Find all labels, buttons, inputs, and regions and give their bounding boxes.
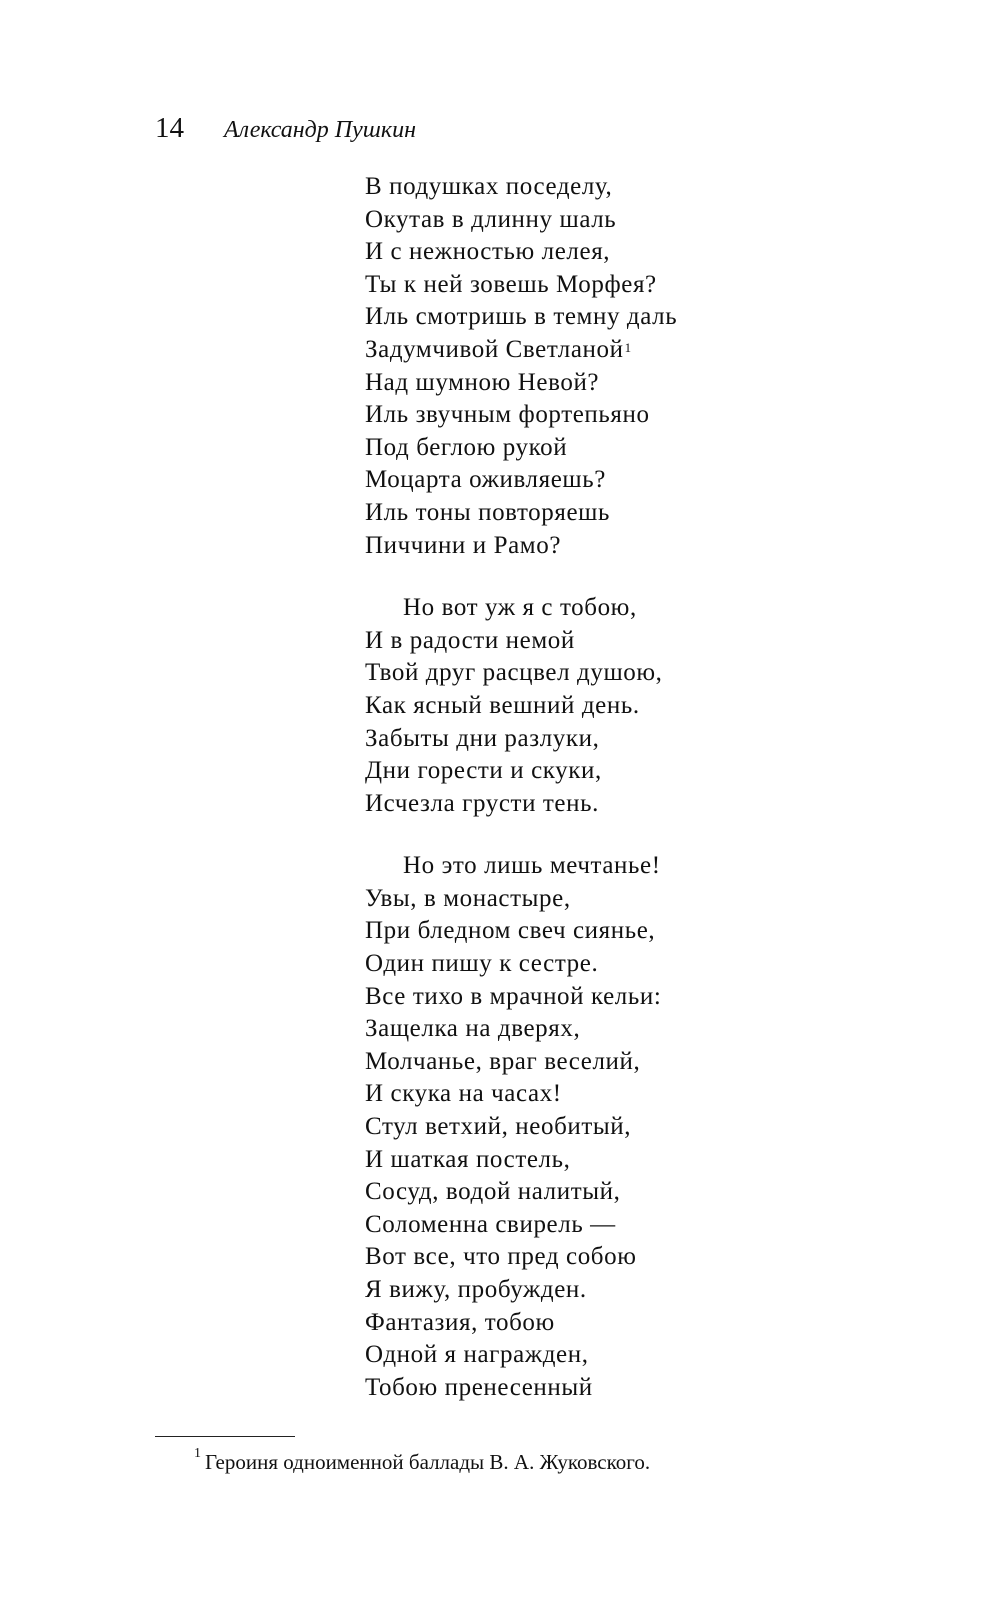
poem-line: Над шумною Невой?	[365, 368, 600, 396]
page-number: 14	[155, 112, 184, 144]
poem-line: Окутав в длинну шаль	[365, 205, 617, 233]
poem-line: Ты к ней зовешь Морфея?	[365, 270, 657, 298]
footnote-reference: 1	[624, 339, 632, 355]
poem-line: Вот все, что пред собою	[365, 1243, 637, 1271]
poem-line: Соломенна свирель —	[365, 1210, 616, 1238]
footnote-text: Героиня одноименной баллады В. А. Жуковского.	[205, 1450, 651, 1474]
poem-line: Но это лишь мечтанье!	[403, 852, 661, 880]
poem-line: И в радости немой	[365, 626, 575, 654]
running-header	[155, 112, 416, 145]
poem-line: И скука на часах!	[365, 1080, 562, 1108]
poem-line: И шаткая постель,	[365, 1145, 571, 1173]
poem-line: И с нежностью лелея,	[365, 238, 611, 266]
poem-line: Иль смотришь в темну даль	[365, 303, 678, 331]
running-title: Александр Пушкин	[224, 117, 416, 143]
poem-line: Моцарта оживляешь?	[365, 466, 606, 494]
poem-line: Иль тоны повторяешь	[365, 498, 611, 526]
poem-line: Все тихо в мрачной кельи:	[365, 982, 662, 1010]
poem-line: Задумчивой Светланой$^1$	[365, 335, 632, 363]
poem-line: Твой друг расцвел душою,	[365, 659, 663, 687]
poem-line: Защелка на дверях,	[365, 1015, 581, 1043]
poem-line: Сосуд, водой налитый,	[365, 1178, 621, 1206]
stanza-2	[365, 592, 677, 820]
poem-line: Как ясный вешний день.	[365, 691, 640, 719]
poem-line: Увы, в монастыре,	[365, 884, 571, 912]
poem-line: При бледном свеч сиянье,	[365, 917, 656, 945]
poem	[365, 171, 677, 1404]
poem-line: Дни горести и скуки,	[365, 757, 602, 785]
poem-line: Фантазия, тобою	[365, 1308, 555, 1336]
poem-line: Но вот уж я с тобою,	[403, 594, 637, 622]
poem-line: Стул ветхий, необитый,	[365, 1113, 632, 1141]
poem-line: Пиччини и Рамо?	[365, 531, 562, 559]
stanza-1	[365, 171, 677, 562]
footnote	[193, 1446, 651, 1475]
stanza-3	[365, 850, 677, 1404]
poem-line: В подушках поседелу,	[365, 173, 613, 200]
poem-line: Я вижу, пробужден.	[365, 1276, 587, 1303]
poem-line: Один пишу к сестре.	[365, 950, 599, 978]
poem-line: Тобою пренесенный	[365, 1373, 593, 1401]
poem-line: Исчезла грусти тень.	[365, 789, 599, 817]
poem-line: Под беглою рукой	[365, 433, 568, 461]
footnote-divider	[155, 1436, 295, 1437]
poem-line: Забыты дни разлуки,	[365, 724, 600, 752]
poem-line: Одной я награжден,	[365, 1341, 589, 1369]
footnote-marker: 1	[194, 1446, 201, 1461]
poem-line: Иль звучным фортепьяно	[365, 401, 650, 429]
poem-line: Молчанье, враг веселий,	[365, 1047, 641, 1075]
